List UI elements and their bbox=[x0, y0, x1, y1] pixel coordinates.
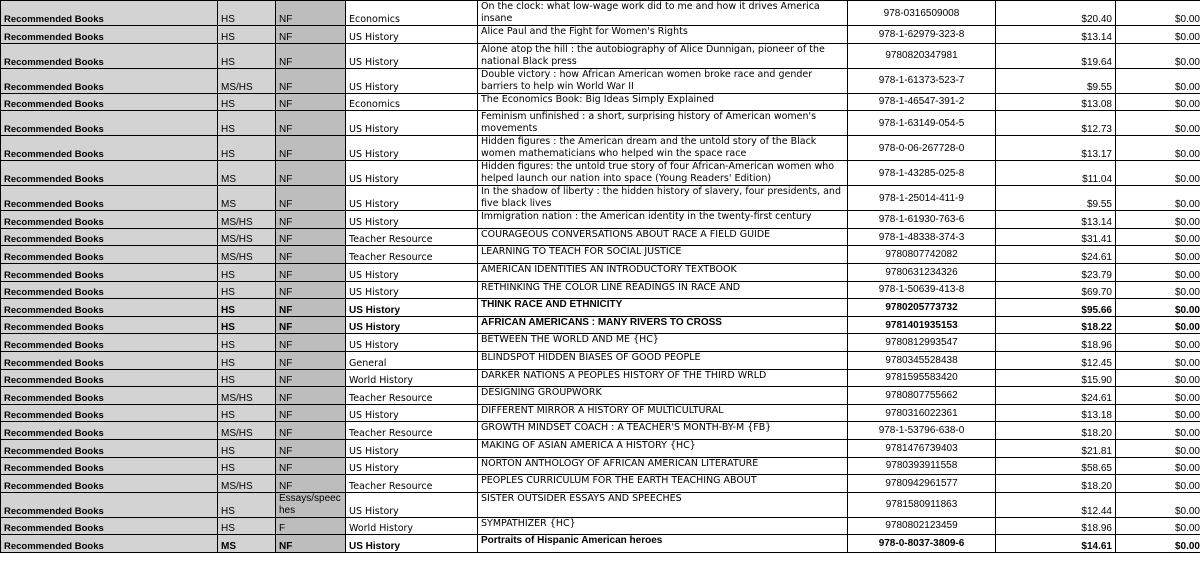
isbn-cell[interactable]: 978-1-62979-323-8 bbox=[848, 26, 996, 44]
type-cell[interactable]: NF bbox=[276, 404, 346, 422]
price-cell[interactable]: $18.20 bbox=[996, 475, 1116, 493]
price-cell[interactable]: $11.04 bbox=[996, 161, 1116, 186]
subject-cell[interactable]: World History bbox=[346, 517, 478, 535]
subject-cell[interactable]: World History bbox=[346, 369, 478, 387]
discount-cell[interactable]: $0.00 bbox=[1116, 439, 1200, 457]
type-cell[interactable]: NF bbox=[276, 334, 346, 352]
title-cell[interactable]: Alone atop the hill : the autobiography of Alice Dunnigan, pioneer of the national Black press bbox=[478, 43, 848, 68]
discount-cell[interactable]: $0.00 bbox=[1116, 1, 1200, 26]
subject-cell[interactable]: US History bbox=[346, 111, 478, 136]
subject-cell[interactable]: US History bbox=[346, 535, 478, 553]
isbn-cell[interactable]: 9781401935153 bbox=[848, 316, 996, 334]
isbn-cell[interactable]: 9780802123459 bbox=[848, 517, 996, 535]
table-row bbox=[1, 387, 1200, 405]
discount-cell[interactable]: $0.00 bbox=[1116, 535, 1200, 553]
category-cell[interactable]: Recommended Books bbox=[1, 186, 218, 211]
table-row bbox=[1, 136, 1200, 161]
type-cell[interactable]: NF bbox=[276, 68, 346, 93]
type-cell[interactable]: NF bbox=[276, 111, 346, 136]
isbn-cell[interactable]: 9780807755662 bbox=[848, 387, 996, 405]
isbn-cell[interactable]: 978-0316509008 bbox=[848, 1, 996, 26]
discount-cell[interactable]: $0.00 bbox=[1116, 263, 1200, 281]
grade-level-cell[interactable]: HS bbox=[218, 351, 276, 369]
title-cell[interactable]: AFRICAN AMERICANS : MANY RIVERS TO CROSS bbox=[478, 316, 848, 334]
grade-level-cell[interactable]: HS bbox=[218, 111, 276, 136]
title-cell[interactable]: Portraits of Hispanic American heroes bbox=[478, 535, 848, 553]
table-row bbox=[1, 1, 1200, 26]
type-cell[interactable]: NF bbox=[276, 299, 346, 317]
grade-level-cell[interactable]: MS/HS bbox=[218, 68, 276, 93]
price-cell[interactable]: $58.65 bbox=[996, 457, 1116, 475]
title-cell[interactable]: DESIGNING GROUPWORK bbox=[478, 387, 848, 405]
isbn-cell[interactable]: 9780807742082 bbox=[848, 246, 996, 264]
title-cell[interactable]: BETWEEN THE WORLD AND ME {HC} bbox=[478, 334, 848, 352]
discount-cell[interactable]: $0.00 bbox=[1116, 246, 1200, 264]
price-cell[interactable]: $21.81 bbox=[996, 439, 1116, 457]
type-cell[interactable]: NF bbox=[276, 161, 346, 186]
table-row bbox=[1, 26, 1200, 44]
subject-cell[interactable]: US History bbox=[346, 316, 478, 334]
price-cell[interactable]: $24.61 bbox=[996, 387, 1116, 405]
type-cell[interactable]: NF bbox=[276, 475, 346, 493]
discount-cell[interactable]: $0.00 bbox=[1116, 111, 1200, 136]
price-cell[interactable]: $18.20 bbox=[996, 422, 1116, 440]
grade-level-cell[interactable]: MS bbox=[218, 535, 276, 553]
table-row bbox=[1, 422, 1200, 440]
subject-cell[interactable]: US History bbox=[346, 161, 478, 186]
type-cell[interactable]: NF bbox=[276, 439, 346, 457]
title-cell[interactable]: MAKING OF ASIAN AMERICA A HISTORY {HC} bbox=[478, 439, 848, 457]
discount-cell[interactable]: $0.00 bbox=[1116, 43, 1200, 68]
subject-cell[interactable]: US History bbox=[346, 43, 478, 68]
category-cell[interactable]: Recommended Books bbox=[1, 316, 218, 334]
price-cell[interactable]: $13.18 bbox=[996, 404, 1116, 422]
grade-level-cell[interactable]: HS bbox=[218, 517, 276, 535]
title-cell[interactable]: The Economics Book: Big Ideas Simply Explained bbox=[478, 93, 848, 111]
grade-level-cell[interactable]: MS/HS bbox=[218, 475, 276, 493]
type-cell[interactable]: F bbox=[276, 517, 346, 535]
title-cell[interactable]: NORTON ANTHOLOGY OF AFRICAN AMERICAN LITERATURE bbox=[478, 457, 848, 475]
isbn-cell[interactable]: 978-1-25014-411-9 bbox=[848, 186, 996, 211]
subject-cell[interactable]: US History bbox=[346, 263, 478, 281]
title-cell[interactable]: THINK RACE AND ETHNICITY bbox=[478, 299, 848, 317]
subject-cell[interactable]: General bbox=[346, 351, 478, 369]
isbn-cell[interactable]: 978-1-63149-054-5 bbox=[848, 111, 996, 136]
type-cell[interactable]: Essays/speeches bbox=[276, 492, 346, 517]
discount-cell[interactable]: $0.00 bbox=[1116, 404, 1200, 422]
type-cell[interactable]: NF bbox=[276, 535, 346, 553]
type-cell[interactable]: NF bbox=[276, 263, 346, 281]
table-row bbox=[1, 228, 1200, 246]
title-cell[interactable]: Alice Paul and the Fight for Women's Rights bbox=[478, 26, 848, 44]
table-row bbox=[1, 334, 1200, 352]
table-row bbox=[1, 246, 1200, 264]
subject-cell[interactable]: Teacher Resource bbox=[346, 228, 478, 246]
type-cell[interactable]: NF bbox=[276, 136, 346, 161]
category-cell[interactable]: Recommended Books bbox=[1, 26, 218, 44]
grade-level-cell[interactable]: HS bbox=[218, 299, 276, 317]
category-cell[interactable]: Recommended Books bbox=[1, 111, 218, 136]
discount-cell[interactable]: $0.00 bbox=[1116, 281, 1200, 299]
grade-level-cell[interactable]: HS bbox=[218, 263, 276, 281]
table-row bbox=[1, 68, 1200, 93]
discount-cell[interactable]: $0.00 bbox=[1116, 457, 1200, 475]
isbn-cell[interactable]: 9780812993547 bbox=[848, 334, 996, 352]
type-cell[interactable]: NF bbox=[276, 26, 346, 44]
title-cell[interactable]: PEOPLES CURRICULUM FOR THE EARTH TEACHING ABOUT bbox=[478, 475, 848, 493]
type-cell[interactable]: NF bbox=[276, 228, 346, 246]
price-cell[interactable]: $15.90 bbox=[996, 369, 1116, 387]
table-row bbox=[1, 281, 1200, 299]
subject-cell[interactable]: US History bbox=[346, 281, 478, 299]
title-cell[interactable]: LEARNING TO TEACH FOR SOCIAL JUSTICE bbox=[478, 246, 848, 264]
subject-cell[interactable]: Economics bbox=[346, 93, 478, 111]
category-cell[interactable]: Recommended Books bbox=[1, 334, 218, 352]
discount-cell[interactable]: $0.00 bbox=[1116, 387, 1200, 405]
price-cell[interactable]: $69.70 bbox=[996, 281, 1116, 299]
type-cell[interactable]: NF bbox=[276, 316, 346, 334]
subject-cell[interactable]: Teacher Resource bbox=[346, 387, 478, 405]
title-cell[interactable]: DIFFERENT MIRROR A HISTORY OF MULTICULTURAL bbox=[478, 404, 848, 422]
category-cell[interactable]: Recommended Books bbox=[1, 492, 218, 517]
subject-cell[interactable]: US History bbox=[346, 457, 478, 475]
title-cell[interactable]: SYMPATHIZER {HC} bbox=[478, 517, 848, 535]
table-row bbox=[1, 535, 1200, 553]
category-cell[interactable]: Recommended Books bbox=[1, 535, 218, 553]
discount-cell[interactable]: $0.00 bbox=[1116, 422, 1200, 440]
grade-level-cell[interactable]: MS bbox=[218, 161, 276, 186]
price-cell[interactable]: $95.66 bbox=[996, 299, 1116, 317]
isbn-cell[interactable]: 978-1-48338-374-3 bbox=[848, 228, 996, 246]
category-cell[interactable]: Recommended Books bbox=[1, 387, 218, 405]
price-cell[interactable]: $12.73 bbox=[996, 111, 1116, 136]
price-cell[interactable]: $12.44 bbox=[996, 492, 1116, 517]
grade-level-cell[interactable]: HS bbox=[218, 404, 276, 422]
grade-level-cell[interactable]: HS bbox=[218, 26, 276, 44]
isbn-cell[interactable]: 9780942961577 bbox=[848, 475, 996, 493]
isbn-cell[interactable]: 9781476739403 bbox=[848, 439, 996, 457]
isbn-cell[interactable]: 978-1-43285-025-8 bbox=[848, 161, 996, 186]
price-cell[interactable]: $13.08 bbox=[996, 93, 1116, 111]
discount-cell[interactable]: $0.00 bbox=[1116, 351, 1200, 369]
price-cell[interactable]: $13.14 bbox=[996, 211, 1116, 229]
isbn-cell[interactable]: 978-0-06-267728-0 bbox=[848, 136, 996, 161]
discount-cell[interactable]: $0.00 bbox=[1116, 475, 1200, 493]
table-row bbox=[1, 161, 1200, 186]
category-cell[interactable]: Recommended Books bbox=[1, 475, 218, 493]
price-cell[interactable]: $20.40 bbox=[996, 1, 1116, 26]
type-cell[interactable]: NF bbox=[276, 186, 346, 211]
table-row bbox=[1, 263, 1200, 281]
grade-level-cell[interactable]: HS bbox=[218, 136, 276, 161]
category-cell[interactable]: Recommended Books bbox=[1, 439, 218, 457]
category-cell[interactable]: Recommended Books bbox=[1, 369, 218, 387]
discount-cell[interactable]: $0.00 bbox=[1116, 517, 1200, 535]
subject-cell[interactable]: Economics bbox=[346, 1, 478, 26]
subject-cell[interactable]: US History bbox=[346, 404, 478, 422]
table-row bbox=[1, 369, 1200, 387]
grade-level-cell[interactable]: MS/HS bbox=[218, 228, 276, 246]
title-cell[interactable]: Hidden figures: the untold true story of four African-American women who helped launch our nation into space (Young Readers' Edition) bbox=[478, 161, 848, 186]
price-cell[interactable]: $31.41 bbox=[996, 228, 1116, 246]
title-cell[interactable]: GROWTH MINDSET COACH : A TEACHER'S MONTH-BY-M {FB} bbox=[478, 422, 848, 440]
isbn-cell[interactable]: 9780820347981 bbox=[848, 43, 996, 68]
discount-cell[interactable]: $0.00 bbox=[1116, 136, 1200, 161]
grade-level-cell[interactable]: HS bbox=[218, 439, 276, 457]
grade-level-cell[interactable]: MS/HS bbox=[218, 422, 276, 440]
price-cell[interactable]: $9.55 bbox=[996, 68, 1116, 93]
subject-cell[interactable]: US History bbox=[346, 211, 478, 229]
discount-cell[interactable]: $0.00 bbox=[1116, 492, 1200, 517]
table-row bbox=[1, 492, 1200, 517]
isbn-cell[interactable]: 9780205773732 bbox=[848, 299, 996, 317]
subject-cell[interactable]: US History bbox=[346, 186, 478, 211]
category-cell[interactable]: Recommended Books bbox=[1, 263, 218, 281]
discount-cell[interactable]: $0.00 bbox=[1116, 299, 1200, 317]
title-cell[interactable]: Double victory : how African American women broke race and gender barriers to help win World War II bbox=[478, 68, 848, 93]
grade-level-cell[interactable]: HS bbox=[218, 492, 276, 517]
table-row bbox=[1, 211, 1200, 229]
category-cell[interactable]: Recommended Books bbox=[1, 422, 218, 440]
grade-level-cell[interactable]: MS/HS bbox=[218, 211, 276, 229]
table-row bbox=[1, 404, 1200, 422]
type-cell[interactable]: NF bbox=[276, 93, 346, 111]
type-cell[interactable]: NF bbox=[276, 1, 346, 26]
subject-cell[interactable]: Teacher Resource bbox=[346, 422, 478, 440]
subject-cell[interactable]: Teacher Resource bbox=[346, 475, 478, 493]
category-cell[interactable]: Recommended Books bbox=[1, 299, 218, 317]
subject-cell[interactable]: US History bbox=[346, 334, 478, 352]
discount-cell[interactable]: $0.00 bbox=[1116, 161, 1200, 186]
type-cell[interactable]: NF bbox=[276, 387, 346, 405]
discount-cell[interactable]: $0.00 bbox=[1116, 93, 1200, 111]
table-row bbox=[1, 111, 1200, 136]
type-cell[interactable]: NF bbox=[276, 246, 346, 264]
title-cell[interactable]: AMERICAN IDENTITIES AN INTRODUCTORY TEXTBOOK bbox=[478, 263, 848, 281]
price-cell[interactable]: $13.17 bbox=[996, 136, 1116, 161]
subject-cell[interactable]: US History bbox=[346, 299, 478, 317]
type-cell[interactable]: NF bbox=[276, 211, 346, 229]
table-row bbox=[1, 457, 1200, 475]
grade-level-cell[interactable]: HS bbox=[218, 334, 276, 352]
discount-cell[interactable]: $0.00 bbox=[1116, 68, 1200, 93]
title-cell[interactable]: RETHINKING THE COLOR LINE READINGS IN RACE AND bbox=[478, 281, 848, 299]
discount-cell[interactable]: $0.00 bbox=[1116, 369, 1200, 387]
isbn-cell[interactable]: 978-1-46547-391-2 bbox=[848, 93, 996, 111]
title-cell[interactable]: On the clock: what low-wage work did to me and how it drives America insane bbox=[478, 1, 848, 26]
title-cell[interactable]: Feminism unfinished : a short, surprising history of American women's movements bbox=[478, 111, 848, 136]
table-row bbox=[1, 93, 1200, 111]
price-cell[interactable]: $18.96 bbox=[996, 517, 1116, 535]
grade-level-cell[interactable]: HS bbox=[218, 281, 276, 299]
category-cell[interactable]: Recommended Books bbox=[1, 93, 218, 111]
isbn-cell[interactable]: 9780631234326 bbox=[848, 263, 996, 281]
category-cell[interactable]: Recommended Books bbox=[1, 351, 218, 369]
grade-level-cell[interactable]: HS bbox=[218, 1, 276, 26]
table-row bbox=[1, 299, 1200, 317]
table-row bbox=[1, 316, 1200, 334]
category-cell[interactable]: Recommended Books bbox=[1, 457, 218, 475]
category-cell[interactable]: Recommended Books bbox=[1, 517, 218, 535]
subject-cell[interactable]: US History bbox=[346, 26, 478, 44]
discount-cell[interactable]: $0.00 bbox=[1116, 211, 1200, 229]
category-cell[interactable]: Recommended Books bbox=[1, 68, 218, 93]
title-cell[interactable]: COURAGEOUS CONVERSATIONS ABOUT RACE A FIELD GUIDE bbox=[478, 228, 848, 246]
title-cell[interactable]: Immigration nation : the American identity in the twenty-first century bbox=[478, 211, 848, 229]
subject-cell[interactable]: US History bbox=[346, 136, 478, 161]
grade-level-cell[interactable]: HS bbox=[218, 316, 276, 334]
isbn-cell[interactable]: 978-1-50639-413-8 bbox=[848, 281, 996, 299]
isbn-cell[interactable]: 9780345528438 bbox=[848, 351, 996, 369]
category-cell[interactable]: Recommended Books bbox=[1, 211, 218, 229]
grade-level-cell[interactable]: HS bbox=[218, 457, 276, 475]
discount-cell[interactable]: $0.00 bbox=[1116, 334, 1200, 352]
price-cell[interactable]: $23.79 bbox=[996, 263, 1116, 281]
price-cell[interactable]: $24.61 bbox=[996, 246, 1116, 264]
subject-cell[interactable]: US History bbox=[346, 439, 478, 457]
grade-level-cell[interactable]: HS bbox=[218, 93, 276, 111]
category-cell[interactable]: Recommended Books bbox=[1, 246, 218, 264]
title-cell[interactable]: BLINDSPOT HIDDEN BIASES OF GOOD PEOPLE bbox=[478, 351, 848, 369]
table-row bbox=[1, 439, 1200, 457]
category-cell[interactable]: Recommended Books bbox=[1, 161, 218, 186]
grade-level-cell[interactable]: HS bbox=[218, 43, 276, 68]
isbn-cell[interactable]: 9780316022361 bbox=[848, 404, 996, 422]
discount-cell[interactable]: $0.00 bbox=[1116, 228, 1200, 246]
category-cell[interactable]: Recommended Books bbox=[1, 228, 218, 246]
sheet-body bbox=[1, 1, 1200, 553]
table-row bbox=[1, 186, 1200, 211]
subject-cell[interactable]: US History bbox=[346, 492, 478, 517]
table-row bbox=[1, 43, 1200, 68]
type-cell[interactable]: NF bbox=[276, 43, 346, 68]
price-cell[interactable]: $14.61 bbox=[996, 535, 1116, 553]
title-cell[interactable]: SISTER OUTSIDER ESSAYS AND SPEECHES bbox=[478, 492, 848, 517]
isbn-cell[interactable]: 9781595583420 bbox=[848, 369, 996, 387]
isbn-cell[interactable]: 9780393911558 bbox=[848, 457, 996, 475]
price-cell[interactable]: $18.96 bbox=[996, 334, 1116, 352]
type-cell[interactable]: NF bbox=[276, 457, 346, 475]
grade-level-cell[interactable]: MS/HS bbox=[218, 387, 276, 405]
grade-level-cell[interactable]: MS/HS bbox=[218, 246, 276, 264]
isbn-cell[interactable]: 978-1-53796-638-0 bbox=[848, 422, 996, 440]
type-cell[interactable]: NF bbox=[276, 281, 346, 299]
price-cell[interactable]: $18.22 bbox=[996, 316, 1116, 334]
type-cell[interactable]: NF bbox=[276, 422, 346, 440]
type-cell[interactable]: NF bbox=[276, 369, 346, 387]
category-cell[interactable]: Recommended Books bbox=[1, 136, 218, 161]
grade-level-cell[interactable]: MS bbox=[218, 186, 276, 211]
title-cell[interactable]: In the shadow of liberty : the hidden history of slavery, four presidents, and five black lives bbox=[478, 186, 848, 211]
price-cell[interactable]: $13.14 bbox=[996, 26, 1116, 44]
table-row bbox=[1, 475, 1200, 493]
price-cell[interactable]: $12.45 bbox=[996, 351, 1116, 369]
category-cell[interactable]: Recommended Books bbox=[1, 43, 218, 68]
isbn-cell[interactable]: 978-0-8037-3809-6 bbox=[848, 535, 996, 553]
subject-cell[interactable]: US History bbox=[346, 68, 478, 93]
discount-cell[interactable]: $0.00 bbox=[1116, 186, 1200, 211]
isbn-cell[interactable]: 978-1-61930-763-6 bbox=[848, 211, 996, 229]
type-cell[interactable]: NF bbox=[276, 351, 346, 369]
isbn-cell[interactable]: 978-1-61373-523-7 bbox=[848, 68, 996, 93]
table-row bbox=[1, 517, 1200, 535]
category-cell[interactable]: Recommended Books bbox=[1, 281, 218, 299]
title-cell[interactable]: DARKER NATIONS A PEOPLES HISTORY OF THE THIRD WRLD bbox=[478, 369, 848, 387]
subject-cell[interactable]: Teacher Resource bbox=[346, 246, 478, 264]
category-cell[interactable]: Recommended Books bbox=[1, 404, 218, 422]
discount-cell[interactable]: $0.00 bbox=[1116, 26, 1200, 44]
price-cell[interactable]: $19.64 bbox=[996, 43, 1116, 68]
price-cell[interactable]: $9.55 bbox=[996, 186, 1116, 211]
isbn-cell[interactable]: 9781580911863 bbox=[848, 492, 996, 517]
category-cell[interactable]: Recommended Books bbox=[1, 1, 218, 26]
table-row bbox=[1, 351, 1200, 369]
grade-level-cell[interactable]: HS bbox=[218, 369, 276, 387]
discount-cell[interactable]: $0.00 bbox=[1116, 316, 1200, 334]
title-cell[interactable]: Hidden figures : the American dream and the untold story of the Black women mathematicians who helped win the space race bbox=[478, 136, 848, 161]
